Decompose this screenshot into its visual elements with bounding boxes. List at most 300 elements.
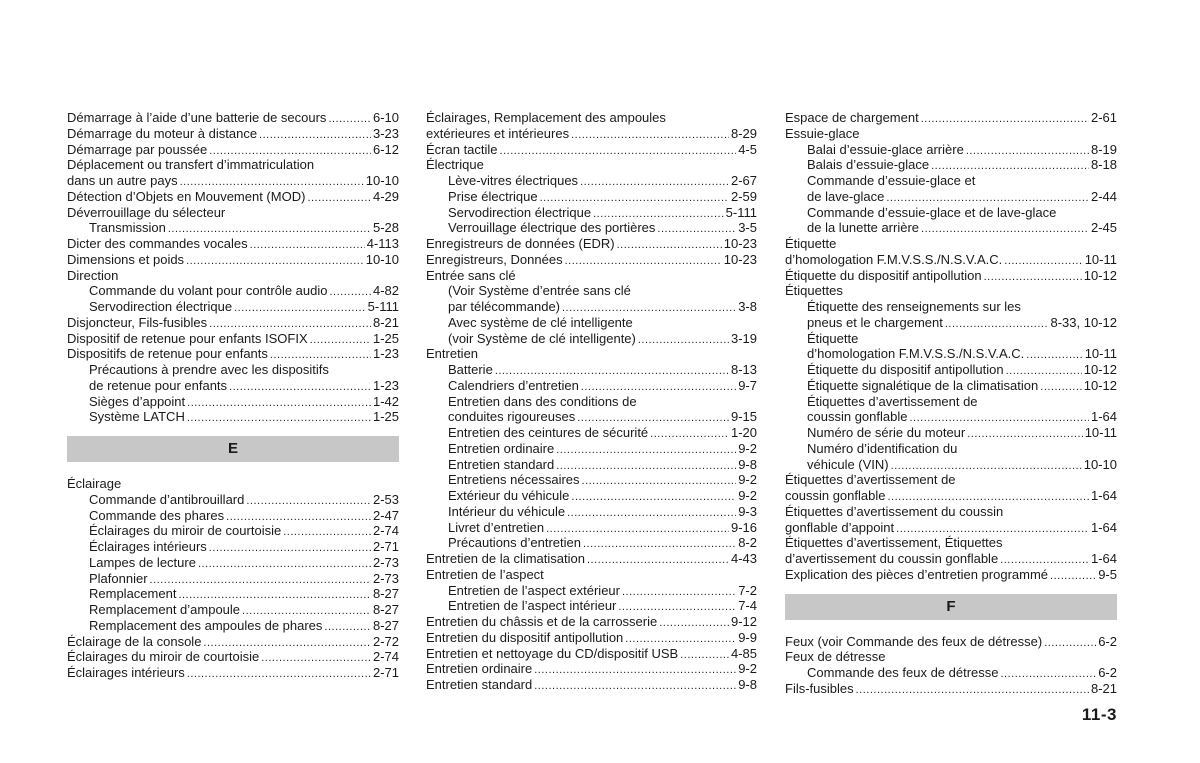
entry-page-ref: 10-23	[723, 236, 757, 251]
entry-page-ref: 9-8	[738, 677, 757, 692]
index-entry	[67, 346, 399, 362]
dot-leader	[209, 541, 371, 555]
entry-page-ref: 9-16	[730, 519, 757, 535]
index-entry	[67, 236, 399, 252]
dot-leader	[567, 506, 736, 520]
index-subentry	[785, 173, 1117, 189]
dot-leader	[242, 604, 371, 618]
entry-page-ref: 1-42	[372, 393, 399, 409]
entry-text: coussin gonflable	[807, 409, 908, 425]
dot-leader	[328, 112, 371, 126]
dot-leader	[622, 585, 736, 599]
dot-leader	[984, 270, 1082, 284]
index-subentry	[426, 299, 757, 315]
entry-text: Entretien de l’aspect intérieur	[448, 598, 617, 614]
entry-text: Étiquette signalétique de la climatisation	[807, 377, 1039, 393]
dot-leader	[571, 128, 729, 142]
entry-page-ref: 5-28	[372, 220, 399, 236]
dot-leader	[571, 490, 736, 504]
dot-leader	[187, 411, 371, 425]
index-entry	[426, 126, 757, 142]
entry-page-ref: 10-10	[365, 251, 399, 267]
index-subentry	[426, 457, 757, 473]
dot-leader	[324, 620, 371, 634]
index-entry	[785, 472, 1117, 488]
entry-text: Éclairages du miroir de courtoisie	[89, 523, 282, 539]
index-entry	[785, 634, 1117, 650]
entry-text: Déverrouillage du sélecteur	[67, 204, 226, 220]
dot-leader	[187, 396, 371, 410]
index-subentry	[785, 157, 1117, 173]
entry-page-ref: 9-8	[738, 456, 757, 472]
index-entry	[67, 142, 399, 158]
entry-page-ref: 1-64	[1090, 519, 1117, 535]
dot-leader	[966, 144, 1089, 158]
dot-leader	[209, 317, 371, 331]
index-column-1	[67, 110, 399, 681]
dot-leader	[680, 648, 729, 662]
index-subentry	[426, 583, 757, 599]
entry-text: Dicter des commandes vocales	[67, 236, 248, 251]
index-entry	[426, 346, 757, 362]
index-subentry	[67, 586, 399, 602]
dot-leader	[556, 459, 736, 473]
entry-text: Fils-fusibles	[785, 680, 854, 696]
dot-leader	[583, 537, 736, 551]
index-entry	[785, 252, 1117, 268]
entry-text: d’avertissement du coussin gonflable	[785, 551, 999, 566]
entry-page-ref: 2-73	[372, 554, 399, 570]
index-subentry	[426, 331, 757, 347]
entry-page-ref: 10-12	[1083, 267, 1117, 283]
index-subentry	[426, 362, 757, 378]
index-subentry	[426, 520, 757, 536]
entry-page-ref: 6-2	[1098, 665, 1117, 680]
entry-page-ref: 2-74	[372, 523, 399, 539]
entry-page-ref: 8-21	[372, 314, 399, 330]
dot-leader	[565, 254, 722, 268]
entry-page-ref: 2-45	[1090, 220, 1117, 236]
dot-leader	[582, 474, 737, 488]
entry-text: Éclairages, Remplacement des ampoules	[426, 110, 666, 125]
dot-leader	[618, 600, 736, 614]
entry-page-ref: 1-23	[372, 377, 399, 393]
entry-text: de lave-glace	[807, 188, 885, 204]
index-subentry	[426, 535, 757, 551]
entry-text: Étiquettes d’avertissement, Étiquettes	[785, 535, 1003, 551]
entry-page-ref: 7-4	[738, 598, 757, 614]
entry-page-ref: 9-5	[1098, 566, 1117, 582]
dot-leader	[945, 317, 1049, 331]
entry-text: pneus et le chargement	[807, 314, 943, 330]
entry-page-ref: 2-72	[372, 633, 399, 649]
entry-page-ref: 9-2	[738, 488, 757, 503]
dot-leader	[187, 667, 371, 681]
index-entry	[426, 236, 757, 252]
index-subentry	[785, 142, 1117, 158]
index-subentry	[67, 602, 399, 618]
index-entry	[67, 173, 399, 189]
entry-page-ref: 6-2	[1098, 633, 1117, 649]
entry-text: Remplacement	[89, 586, 177, 602]
index-column-2	[426, 110, 757, 693]
entry-text: Commande d’essuie-glace et de lave-glace	[807, 204, 1057, 220]
index-entry	[785, 551, 1117, 567]
index-subentry	[785, 665, 1117, 681]
entry-page-ref: 1-25	[372, 330, 399, 346]
index-entry	[67, 649, 399, 665]
dot-leader	[250, 238, 365, 252]
entry-page-ref: 2-59	[730, 188, 757, 204]
entry-page-ref: 4-29	[372, 188, 399, 204]
dot-leader	[1026, 348, 1082, 362]
entry-text: Entretien standard	[426, 677, 533, 692]
index-entry	[785, 520, 1117, 536]
index-subentry	[785, 457, 1117, 473]
entry-page-ref: 3-19	[730, 330, 757, 346]
index-entry	[426, 551, 757, 567]
index-subentry	[426, 220, 757, 236]
entry-text: Entretien du châssis et de la carrosserie	[426, 614, 658, 629]
entry-page-ref: 8-33, 10-12	[1050, 314, 1117, 330]
index-subentry	[785, 220, 1117, 236]
dot-leader	[168, 222, 371, 236]
index-entry	[426, 661, 757, 677]
index-entry	[67, 157, 399, 173]
entry-text: Démarrage à l’aide d’une batterie de secours	[67, 110, 327, 125]
index-entry	[426, 110, 757, 126]
dot-leader	[310, 333, 371, 347]
entry-text: Sièges d’appoint	[89, 393, 186, 409]
entry-page-ref: 8-27	[372, 602, 399, 617]
entry-text: Étiquette	[807, 330, 859, 346]
index-subentry	[67, 394, 399, 410]
dot-leader	[556, 443, 736, 457]
index-entry	[785, 649, 1117, 665]
index-subentry	[426, 409, 757, 425]
dot-leader	[896, 522, 1089, 536]
entry-page-ref: 5-111	[725, 204, 757, 220]
dot-leader	[657, 222, 736, 236]
entry-page-ref: 3-8	[738, 299, 757, 314]
entry-text: Calendriers d’entretien	[448, 377, 579, 393]
index-subentry	[426, 441, 757, 457]
entry-text: Enregistreurs de données (EDR)	[426, 236, 615, 251]
entry-page-ref: 9-9	[738, 629, 757, 645]
entry-page-ref: 1-64	[1090, 488, 1117, 503]
index-column-3	[785, 110, 1117, 697]
dot-leader	[246, 494, 371, 508]
entry-text: Dispositifs de retenue pour enfants	[67, 346, 268, 362]
index-subentry	[426, 425, 757, 441]
entry-text: Démarrage du moteur à distance	[67, 125, 258, 141]
entry-page-ref: 9-15	[730, 409, 757, 425]
dot-leader	[198, 557, 371, 571]
index-entry	[785, 488, 1117, 504]
index-subentry	[785, 441, 1117, 457]
entry-text: Détection d’Objets en Mouvement (MOD)	[67, 188, 306, 204]
index-subentry	[426, 315, 757, 331]
index-subentry	[785, 378, 1117, 394]
entry-page-ref: 3-23	[372, 125, 399, 141]
index-entry	[785, 283, 1117, 299]
entry-text: coussin gonflable	[785, 488, 886, 503]
entry-page-ref: 1-64	[1090, 551, 1117, 566]
entry-page-ref: 2-61	[1090, 110, 1117, 125]
entry-text: de la lunette arrière	[807, 220, 920, 236]
index-entry	[67, 331, 399, 347]
entry-page-ref: 9-12	[730, 614, 757, 629]
index-subentry	[785, 205, 1117, 221]
entry-text: Commande d’antibrouillard	[89, 491, 245, 507]
entry-page-ref: 2-67	[730, 173, 757, 188]
entry-text: (Voir Système d’entrée sans clé	[448, 283, 631, 299]
entry-text: d’homologation F.M.V.S.S./N.S.V.A.C.	[807, 346, 1025, 362]
index-subentry	[426, 378, 757, 394]
index-entry	[785, 268, 1117, 284]
entry-page-ref: 2-44	[1090, 188, 1117, 204]
index-subentry	[785, 346, 1117, 362]
entry-text: Étiquette du dispositif antipollution	[807, 362, 1004, 377]
entry-text: (voir Système de clé intelligente)	[448, 330, 636, 346]
index-subentry	[67, 508, 399, 524]
entry-text: d’homologation F.M.V.S.S./N.S.V.A.C.	[785, 251, 1003, 267]
entry-text: Entretien ordinaire	[448, 440, 555, 456]
index-subentry	[426, 394, 757, 410]
entry-page-ref: 4-43	[730, 551, 757, 566]
index-subentry	[67, 571, 399, 587]
entry-text: Servodirection électrique	[448, 204, 592, 220]
index-entry	[426, 142, 757, 158]
entry-text: dans un autre pays	[67, 173, 178, 188]
entry-page-ref: 10-11	[1084, 346, 1117, 362]
entry-page-ref: 9-2	[738, 661, 757, 677]
entry-page-ref: 5-111	[367, 299, 399, 314]
index-subentry	[67, 283, 399, 299]
entry-page-ref: 8-27	[372, 617, 399, 633]
entry-page-ref: 2-71	[372, 539, 399, 554]
index-entry	[426, 630, 757, 646]
entry-page-ref: 8-21	[1090, 680, 1117, 696]
dot-leader	[856, 683, 1089, 697]
entry-page-ref: 9-7	[738, 377, 757, 393]
entry-page-ref: 8-29	[730, 125, 757, 141]
dot-leader	[967, 427, 1082, 441]
entry-page-ref: 10-11	[1084, 251, 1117, 267]
dot-leader	[500, 144, 737, 158]
entry-text: Éclairages intérieurs	[67, 665, 185, 680]
entry-text: Transmission	[89, 220, 166, 236]
dot-leader	[886, 191, 1089, 205]
entry-text: Étiquette	[785, 236, 837, 251]
entry-text: Feux de détresse	[785, 649, 886, 665]
index-subentry	[785, 331, 1117, 347]
dot-leader	[921, 222, 1089, 236]
dot-leader	[1044, 636, 1096, 650]
entry-text: Commande du volant pour contrôle audio	[89, 283, 328, 299]
entry-text: Verrouillage électrique des portières	[448, 220, 656, 236]
dot-leader	[587, 553, 729, 567]
entry-text: Étiquettes d’avertissement du coussin	[785, 503, 1004, 519]
dot-leader	[540, 191, 729, 205]
entry-page-ref: 8-2	[738, 535, 757, 551]
entry-page-ref: 1-25	[372, 409, 399, 425]
index-subentry	[67, 555, 399, 571]
entry-text: Espace de chargement	[785, 110, 919, 125]
index-subentry	[426, 205, 757, 221]
index-subentry	[67, 618, 399, 634]
dot-leader	[307, 191, 371, 205]
entry-text: Dimensions et poids	[67, 251, 185, 267]
index-subentry	[426, 173, 757, 189]
index-subentry	[426, 189, 757, 205]
index-entry	[67, 205, 399, 221]
dot-leader	[234, 301, 366, 315]
dot-leader	[887, 490, 1089, 504]
dot-leader	[593, 207, 724, 221]
dot-leader	[534, 679, 736, 693]
dot-leader	[562, 301, 736, 315]
entry-page-ref: 2-74	[372, 649, 399, 665]
dot-leader	[178, 588, 371, 602]
entry-page-ref: 3-5	[738, 220, 757, 236]
entry-page-ref: 4-5	[738, 141, 757, 157]
index-subentry	[426, 488, 757, 504]
index-subentry	[785, 315, 1117, 331]
dot-leader	[226, 510, 371, 524]
dot-leader	[270, 348, 371, 362]
entry-page-ref: 8-18	[1090, 157, 1117, 173]
entry-page-ref: 10-11	[1084, 425, 1117, 440]
entry-text: Entretien de l’aspect extérieur	[448, 582, 620, 598]
page-number: 11-3	[1081, 705, 1117, 724]
dot-leader	[581, 380, 736, 394]
dot-leader	[495, 364, 729, 378]
dot-leader	[203, 636, 371, 650]
index-entry	[426, 614, 757, 630]
dot-leader	[580, 175, 729, 189]
dot-leader	[650, 427, 729, 441]
entry-page-ref: 8-27	[372, 586, 399, 602]
index-entry	[67, 476, 399, 492]
dot-leader	[577, 411, 729, 425]
dot-leader	[229, 380, 371, 394]
index-entry	[785, 567, 1117, 583]
entry-text: Disjoncteur, Fils-fusibles	[67, 314, 208, 330]
entry-page-ref: 9-2	[738, 472, 757, 488]
entry-text: Remplacement des ampoules de phares	[89, 617, 323, 633]
index-subentry	[785, 409, 1117, 425]
entry-text: Précautions d’entretien	[448, 535, 581, 551]
entry-text: Commande d’essuie-glace et	[807, 173, 976, 188]
entry-text: Éclairage	[67, 476, 122, 491]
index-subentry	[67, 523, 399, 539]
entry-text: Entretien standard	[448, 456, 555, 472]
entry-page-ref: 9-2	[738, 440, 757, 456]
dot-leader	[1040, 380, 1081, 394]
entry-text: Éclairages intérieurs	[89, 539, 207, 554]
entry-text: Lève-vitres électriques	[448, 173, 579, 188]
index-entry	[67, 110, 399, 126]
entry-text: Entretien	[426, 346, 479, 362]
entry-page-ref: 6-10	[372, 110, 399, 125]
entry-text: Intérieur du véhicule	[448, 503, 566, 519]
entry-text: Commande des phares	[89, 507, 225, 523]
entry-text: Remplacement d’ampoule	[89, 602, 241, 617]
entry-text: Direction	[67, 267, 119, 283]
entry-text: Entretien des ceintures de sécurité	[448, 425, 649, 440]
entry-text: Lampes de lecture	[89, 554, 196, 570]
index-subentry	[67, 362, 399, 378]
index-subentry	[67, 220, 399, 236]
index-subentry	[426, 598, 757, 614]
entry-text: de retenue pour enfants	[89, 377, 228, 393]
entry-text: extérieures et intérieures	[426, 125, 570, 141]
section-letter-header: E	[67, 436, 399, 462]
section-letter-header: F	[785, 594, 1117, 620]
entry-text: Déplacement ou transfert d’immatriculation	[67, 157, 315, 173]
entry-text: Commande des feux de détresse	[807, 665, 999, 680]
entry-text: Avec système de clé intelligente	[448, 314, 633, 330]
entry-page-ref: 1-20	[730, 425, 757, 440]
entry-text: Enregistreurs, Données	[426, 251, 563, 267]
entry-text: véhicule (VIN)	[807, 456, 889, 472]
entry-text: Explication des pièces d’entretien programmé	[785, 566, 1049, 582]
entry-text: Électrique	[426, 157, 484, 173]
dot-leader	[921, 112, 1089, 126]
entry-text: Entretien de l’aspect	[426, 566, 544, 582]
index-entry	[785, 110, 1117, 126]
dot-leader	[259, 128, 371, 142]
dot-leader	[546, 522, 729, 536]
entry-page-ref: 6-12	[372, 141, 399, 157]
entry-page-ref: 9-3	[738, 503, 757, 519]
entry-text: Étiquettes d’avertissement de	[785, 472, 956, 488]
index-subentry	[67, 492, 399, 508]
index-subentry	[67, 539, 399, 555]
entry-page-ref: 2-53	[372, 491, 399, 507]
dot-leader	[150, 573, 371, 587]
dot-leader	[534, 663, 736, 677]
index-entry	[426, 252, 757, 268]
entry-text: Dispositif de retenue pour enfants ISOFIX	[67, 330, 308, 346]
index-subentry	[785, 425, 1117, 441]
dot-leader	[329, 285, 370, 299]
entry-text: Étiquettes d’avertissement de	[807, 393, 978, 409]
index-entry	[67, 126, 399, 142]
dot-leader	[931, 159, 1089, 173]
entry-text: Entretiens nécessaires	[448, 472, 580, 488]
entry-text: Entretien et nettoyage du CD/dispositif USB	[426, 645, 679, 661]
index-entry	[67, 665, 399, 681]
entry-text: Numéro de série du moteur	[807, 425, 966, 440]
entry-text: gonflable d’appoint	[785, 519, 895, 535]
entry-page-ref: 1-23	[372, 346, 399, 362]
index-entry	[785, 681, 1117, 697]
index-entry	[785, 236, 1117, 252]
entry-text: Feux (voir Commande des feux de détresse)	[785, 633, 1043, 649]
index-entry	[67, 315, 399, 331]
dot-leader	[625, 632, 736, 646]
entry-text: Essuie-glace	[785, 125, 860, 141]
entry-text: Prise électrique	[448, 188, 538, 204]
index-entry	[785, 535, 1117, 551]
index-subentry	[426, 283, 757, 299]
entry-page-ref: 2-71	[372, 665, 399, 680]
index-entry	[67, 634, 399, 650]
entry-text: Balai d’essuie-glace arrière	[807, 141, 964, 157]
entry-page-ref: 2-47	[372, 507, 399, 523]
